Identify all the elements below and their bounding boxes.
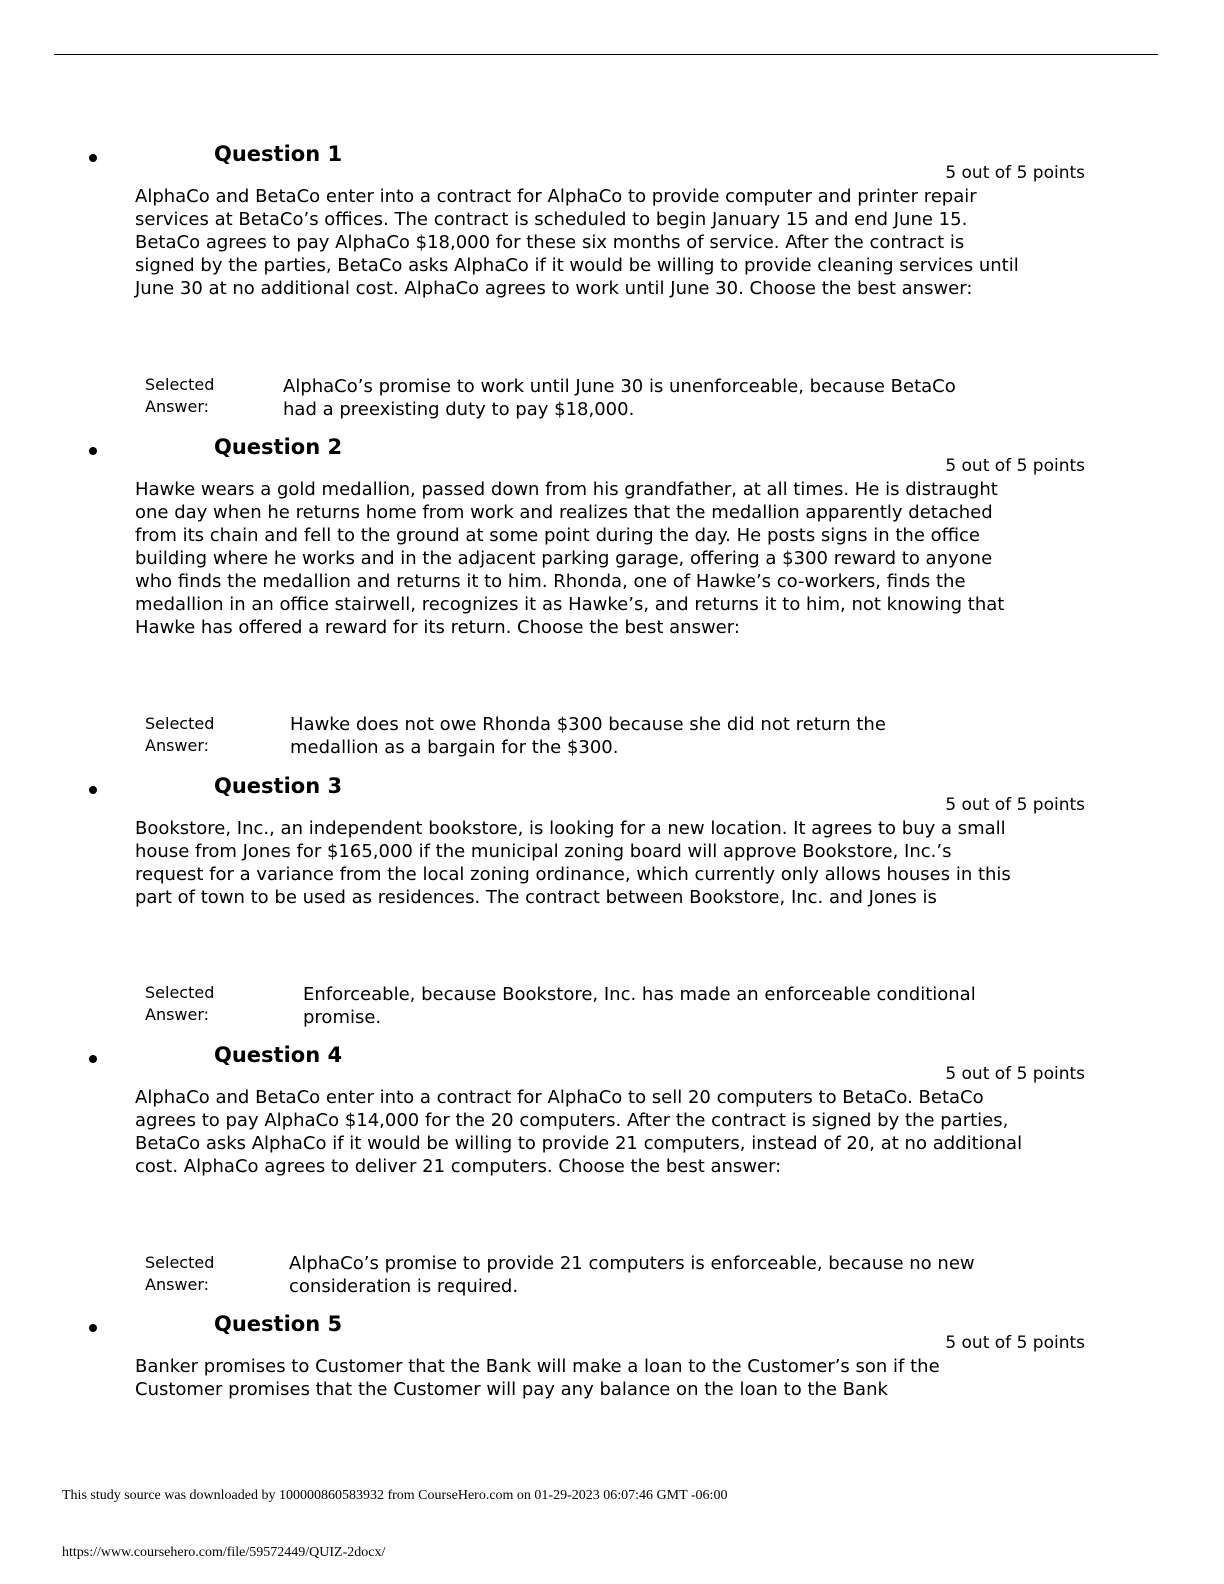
question-title: Question 4 — [214, 1043, 343, 1067]
bullet-icon — [89, 786, 97, 794]
bullet-icon — [89, 1055, 97, 1063]
question-text: AlphaCo and BetaCo enter into a contract for AlphaCo to provide computer and printer repair services at BetaCo’s offices. The contract is scheduled to begin January 15 and end June 15. BetaCo agrees to pay AlphaCo $18,000 for these six months of service. After the contract is signed by the parties, BetaCo asks AlphaCo if it would be willing to provide cleaning services until June 30 at no additional cost. AlphaCo agrees to work until June 30. Choose the best answer: — [135, 186, 1019, 299]
selected-answer-text: AlphaCo’s promise to work until June 30 is unenforceable, because BetaCo had a preexisting duty to pay $18,000. — [283, 376, 956, 420]
question-points: 5 out of 5 points — [945, 163, 1085, 183]
question-points: 5 out of 5 points — [945, 795, 1085, 815]
source-url-link[interactable]: https://www.coursehero.com/file/59572449/QUIZ-2docx/ — [62, 1545, 386, 1560]
selected-answer-label: Selected Answer: — [145, 1253, 215, 1294]
question-points: 5 out of 5 points — [945, 456, 1085, 476]
question-text: Bookstore, Inc., an independent bookstore, is looking for a new location. It agrees to buy a small house from Jones for $165,000 if the municipal zoning board will approve Bookstore, Inc.’s request for a variance from the local zoning ordinance, which currently only allows houses in this part of town to be used as residences. The contract between Bookstore, Inc. and Jones is — [135, 818, 1011, 908]
download-notice: This study source was downloaded by 100000860583932 from CourseHero.com on 01-29-2023 06:07:46 GMT -06:00 — [62, 1488, 728, 1503]
selected-answer-label: Selected Answer: — [145, 983, 215, 1024]
selected-answer-text: AlphaCo’s promise to provide 21 computers is enforceable, because no new consideration is required. — [289, 1253, 975, 1297]
bullet-icon — [89, 447, 97, 455]
question-title: Question 3 — [214, 774, 343, 798]
question-title: Question 1 — [214, 142, 343, 166]
selected-answer-label: Selected Answer: — [145, 375, 215, 416]
question-text: Banker promises to Customer that the Bank will make a loan to the Customer’s son if the Customer promises that the Customer will pay any balance on the loan to the Bank — [135, 1356, 940, 1400]
question-text: AlphaCo and BetaCo enter into a contract for AlphaCo to sell 20 computers to BetaCo. BetaCo agrees to pay AlphaCo $14,000 for the 20 computers. After the contract is signed by the parties, BetaCo asks AlphaCo if it would be willing to provide 21 computers, instead of 20, at no additional cost. AlphaCo agrees to deliver 21 computers. Choose the best answer: — [135, 1087, 1023, 1177]
question-title: Question 5 — [214, 1312, 343, 1336]
selected-answer-text: Hawke does not owe Rhonda $300 because she did not return the medallion as a bargain for the $300. — [290, 714, 886, 758]
question-title: Question 2 — [214, 435, 343, 459]
question-points: 5 out of 5 points — [945, 1064, 1085, 1084]
top-divider — [54, 54, 1158, 55]
selected-answer-label: Selected Answer: — [145, 714, 215, 755]
selected-answer-text: Enforceable, because Bookstore, Inc. has made an enforceable conditional promise. — [303, 984, 976, 1028]
question-text: Hawke wears a gold medallion, passed down from his grandfather, at all times. He is distraught one day when he returns home from work and realizes that the medallion apparently detached from its chain and fell to the ground at some point during the day. He posts signs in the office building where he works and in the adjacent parking garage, offering a $300 reward to anyone who finds the medallion and returns it to him. Rhonda, one of Hawke’s co-workers, finds the medallion in an office stairwell, recognizes it as Hawke’s, and returns it to him, not knowing that Hawke has offered a reward for its return. Choose the best answer: — [135, 479, 1005, 638]
bullet-icon — [89, 1324, 97, 1332]
question-points: 5 out of 5 points — [945, 1333, 1085, 1353]
bullet-icon — [89, 154, 97, 162]
